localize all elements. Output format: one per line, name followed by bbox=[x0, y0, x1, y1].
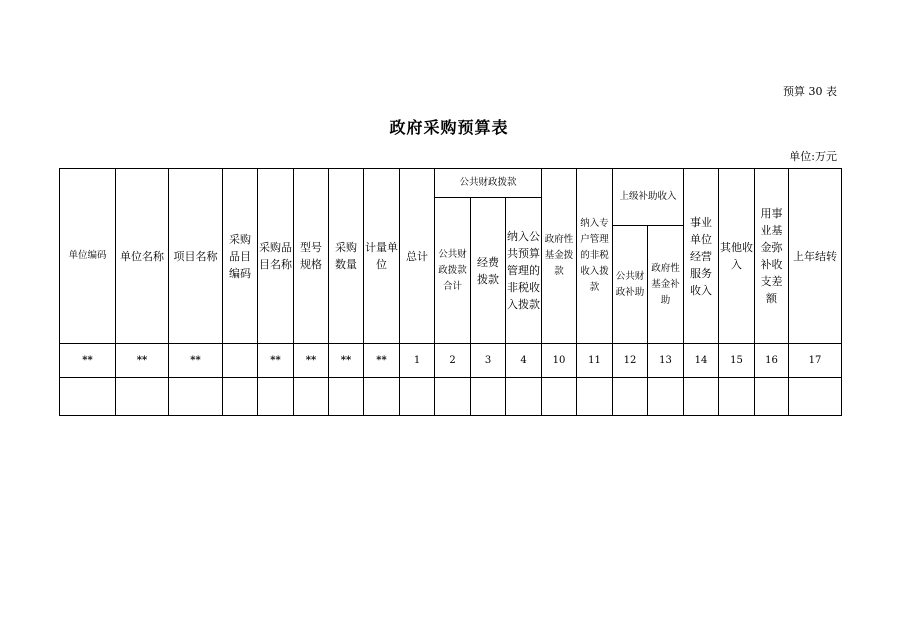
index-cell: 13 bbox=[648, 344, 684, 378]
header-business-income: 事业单位经营服务收入 bbox=[684, 169, 719, 344]
index-cell: 17 bbox=[789, 344, 842, 378]
data-cell[interactable] bbox=[435, 378, 471, 416]
index-cell: ** bbox=[294, 344, 329, 378]
header-special-non-tax: 纳入专户管理的非税收入拨款 bbox=[577, 169, 613, 344]
data-cell[interactable] bbox=[648, 378, 684, 416]
header-prior-year-carryover: 上年结转 bbox=[789, 169, 842, 344]
index-cell: ** bbox=[60, 344, 116, 378]
table-row bbox=[60, 378, 842, 416]
index-cell: ** bbox=[169, 344, 223, 378]
unit-label: 单位:万元 bbox=[789, 150, 837, 163]
header-fee-allocation: 经费拨款 bbox=[471, 198, 506, 344]
data-cell[interactable] bbox=[755, 378, 789, 416]
index-cell: 3 bbox=[471, 344, 506, 378]
data-cell[interactable] bbox=[684, 378, 719, 416]
header-item-code: 采购品目编码 bbox=[223, 169, 258, 344]
index-cell: 1 bbox=[400, 344, 435, 378]
data-cell[interactable] bbox=[506, 378, 542, 416]
header-measure-unit: 计量单位 bbox=[364, 169, 400, 344]
header-non-tax-public-budget: 纳入公共预算管理的非税收入拨款 bbox=[506, 198, 542, 344]
data-cell[interactable] bbox=[258, 378, 294, 416]
header-fund-gap: 用事业基金弥补收支差额 bbox=[755, 169, 789, 344]
index-cell: 15 bbox=[719, 344, 755, 378]
index-row bbox=[60, 344, 842, 378]
index-cell: ** bbox=[116, 344, 169, 378]
header-project-name: 项目名称 bbox=[169, 169, 223, 344]
header-unit-name: 单位名称 bbox=[116, 169, 169, 344]
header-group-public-finance: 公共财政拨款 bbox=[435, 169, 542, 198]
data-cell[interactable] bbox=[60, 378, 116, 416]
data-cell[interactable] bbox=[169, 378, 223, 416]
header-group-superior-subsidy: 上级补助收入 bbox=[613, 169, 684, 226]
page-title: 政府采购预算表 bbox=[389, 118, 509, 137]
index-cell: 2 bbox=[435, 344, 471, 378]
header-purchase-qty: 采购数量 bbox=[329, 169, 364, 344]
index-cell: ** bbox=[364, 344, 400, 378]
procurement-budget-table bbox=[59, 168, 842, 416]
index-cell: 11 bbox=[577, 344, 613, 378]
index-cell: 10 bbox=[542, 344, 577, 378]
header-other-income: 其他收入 bbox=[719, 169, 755, 344]
index-cell: 12 bbox=[613, 344, 648, 378]
header-model-spec: 型号规格 bbox=[294, 169, 329, 344]
data-cell[interactable] bbox=[116, 378, 169, 416]
header-public-finance-subsidy: 公共财政补助 bbox=[613, 226, 648, 344]
data-cell[interactable] bbox=[789, 378, 842, 416]
header-unit-code: 单位编码 bbox=[60, 169, 116, 344]
header-gov-fund-allocation: 政府性基金拨款 bbox=[542, 169, 577, 344]
index-cell: 4 bbox=[506, 344, 542, 378]
data-cell[interactable] bbox=[613, 378, 648, 416]
header-public-finance-total: 公共财政拨款合计 bbox=[435, 198, 471, 344]
data-cell[interactable] bbox=[400, 378, 435, 416]
data-cell[interactable] bbox=[719, 378, 755, 416]
data-cell[interactable] bbox=[223, 378, 258, 416]
index-cell bbox=[223, 344, 258, 378]
data-cell[interactable] bbox=[364, 378, 400, 416]
index-cell: ** bbox=[329, 344, 364, 378]
data-cell[interactable] bbox=[471, 378, 506, 416]
header-total: 总计 bbox=[400, 169, 435, 344]
index-cell: ** bbox=[258, 344, 294, 378]
header-gov-fund-subsidy: 政府性基金补助 bbox=[648, 226, 684, 344]
data-cell[interactable] bbox=[329, 378, 364, 416]
index-cell: 14 bbox=[684, 344, 719, 378]
form-number: 预算 30 表 bbox=[783, 85, 837, 98]
index-cell: 16 bbox=[755, 344, 789, 378]
header-item-name: 采购品目名称 bbox=[258, 169, 294, 344]
data-cell[interactable] bbox=[577, 378, 613, 416]
data-cell[interactable] bbox=[542, 378, 577, 416]
data-cell[interactable] bbox=[294, 378, 329, 416]
